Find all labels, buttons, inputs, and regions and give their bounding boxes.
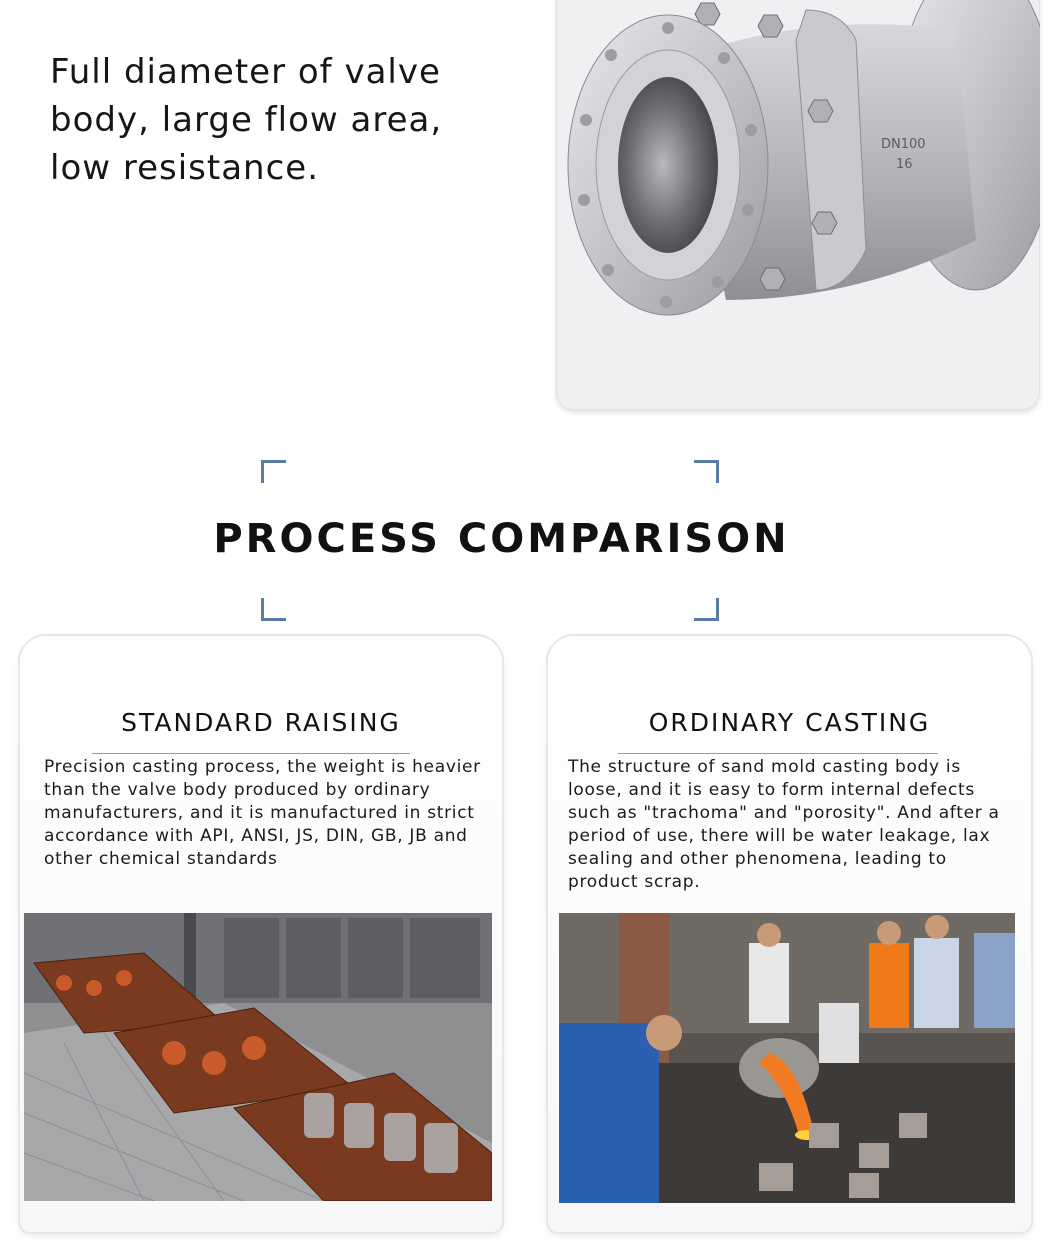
valve-marking-size: DN100	[881, 137, 926, 152]
card-title: ORDINARY CASTING	[648, 708, 931, 737]
card-title-divider	[618, 753, 938, 754]
card-title-divider	[92, 753, 410, 754]
section-title: PROCESS COMPARISON	[213, 516, 790, 562]
ball-valve-illustration	[556, 0, 1040, 410]
card-description: Precision casting process, the weight is heavier than the valve body produced by ordinary manufacturers, and it is manufactured in strict accordance with API, ANSI, JS, DIN, GB, JB and other chemical standards	[44, 757, 481, 869]
standard-raising-card	[20, 636, 502, 1232]
foundry-production-line-photo	[24, 913, 492, 1201]
valve-photo-card	[556, 0, 1040, 410]
ordinary-casting-card	[548, 636, 1031, 1232]
title-bracket-bottom-left	[261, 598, 286, 621]
title-bracket-top-right	[694, 460, 719, 483]
title-bracket-top-left	[261, 460, 286, 483]
valve-marking-pressure: 16	[896, 157, 913, 172]
card-title: STANDARD RAISING	[121, 708, 401, 737]
sand-casting-workers-photo	[559, 913, 1015, 1203]
title-bracket-bottom-right	[694, 598, 719, 621]
card-description: The structure of sand mold casting body is loose, and it is easy to form internal defects such as "trachoma" and "porosity". And after a period of use, there will be water leakage, lax sealing and other phenomena, leading to product scrap.	[568, 757, 1000, 892]
feature-text: Full diameter of valve body, large flow area, low resistance.	[50, 52, 443, 188]
